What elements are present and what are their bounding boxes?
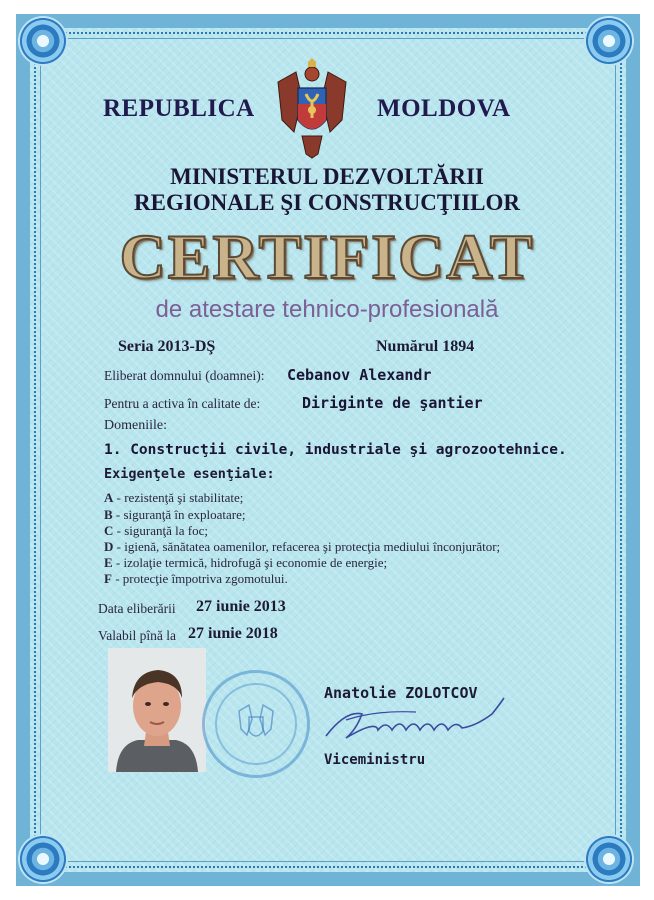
domain-item: 1. Construcţii civile, industriale şi agrozootehnice. (104, 442, 567, 458)
corner-rosette-bottom-left (20, 836, 66, 882)
requirement-text: - siguranţă la foc; (113, 523, 208, 538)
role-label: Pentru a activa în calitate de: (104, 396, 261, 411)
country-right: MOLDOVA (377, 95, 511, 122)
issued-to-value: Cebanov Alexandr (287, 366, 432, 384)
requirement-letter: A (104, 490, 114, 505)
ministry-line-1: MINISTERUL DEZVOLTĂRII (170, 164, 484, 189)
number: Numărul 1894 (376, 338, 475, 355)
corner-rosette-top-left (20, 18, 66, 64)
requirement-a (104, 490, 243, 506)
signatory-name: Anatolie ZOLOTCOV (324, 684, 478, 702)
requirement-text: - protecţie împotriva zgomotului. (111, 571, 288, 586)
stamp-emblem-icon (235, 701, 277, 747)
requirement-text: - rezistenţă şi stabilitate; (113, 490, 244, 505)
coat-of-arms-icon (272, 58, 352, 160)
requirement-letter: F (104, 571, 112, 586)
requirement-letter: D (104, 539, 114, 554)
corner-rosette-top-right (586, 18, 632, 64)
portrait-icon (108, 648, 206, 772)
requirement-d (104, 539, 500, 555)
requirement-text: - siguranţă în exploatare; (112, 507, 246, 522)
valid-until-label: Valabil pînă la (98, 628, 176, 643)
requirement-e (104, 555, 387, 571)
holder-photo (108, 648, 206, 772)
domains-label: Domeniile: (104, 418, 167, 433)
requirement-letter: B (104, 507, 113, 522)
requirement-letter: C (104, 523, 114, 538)
valid-until-value: 27 iunie 2018 (188, 625, 278, 642)
ministry-line-2: REGIONALE ŞI CONSTRUCŢIILOR (134, 190, 520, 215)
requirement-text: - izolaţie termică, hidrofugă şi economie de energie; (112, 555, 388, 570)
series: Seria 2013-DŞ (118, 338, 216, 355)
role-value: Diriginte de şantier (302, 394, 483, 412)
signature-icon (316, 690, 516, 750)
issue-date-label: Data eliberării (98, 601, 176, 616)
corner-rosette-bottom-right (586, 836, 632, 882)
requirement-letter: E (104, 555, 113, 570)
certificate-title: CERTIFICAT (119, 221, 535, 292)
signatory-position: Viceministru (324, 752, 426, 768)
issued-to-label: Eliberat domnului (doamnei): (104, 368, 265, 383)
requirement-text: - igienă, sănătatea oamenilor, refacerea şi protecţia mediului înconjurător; (113, 539, 501, 554)
certificate-subtitle: de atestare tehnico-profesională (155, 296, 499, 323)
country-left: REPUBLICA (103, 95, 255, 122)
requirement-f (104, 571, 288, 587)
issue-date-value: 27 iunie 2013 (196, 598, 286, 615)
requirement-c (104, 523, 208, 539)
requirements-heading: Exigenţele esenţiale: (104, 466, 275, 482)
official-stamp (202, 670, 310, 778)
requirement-b (104, 507, 246, 523)
